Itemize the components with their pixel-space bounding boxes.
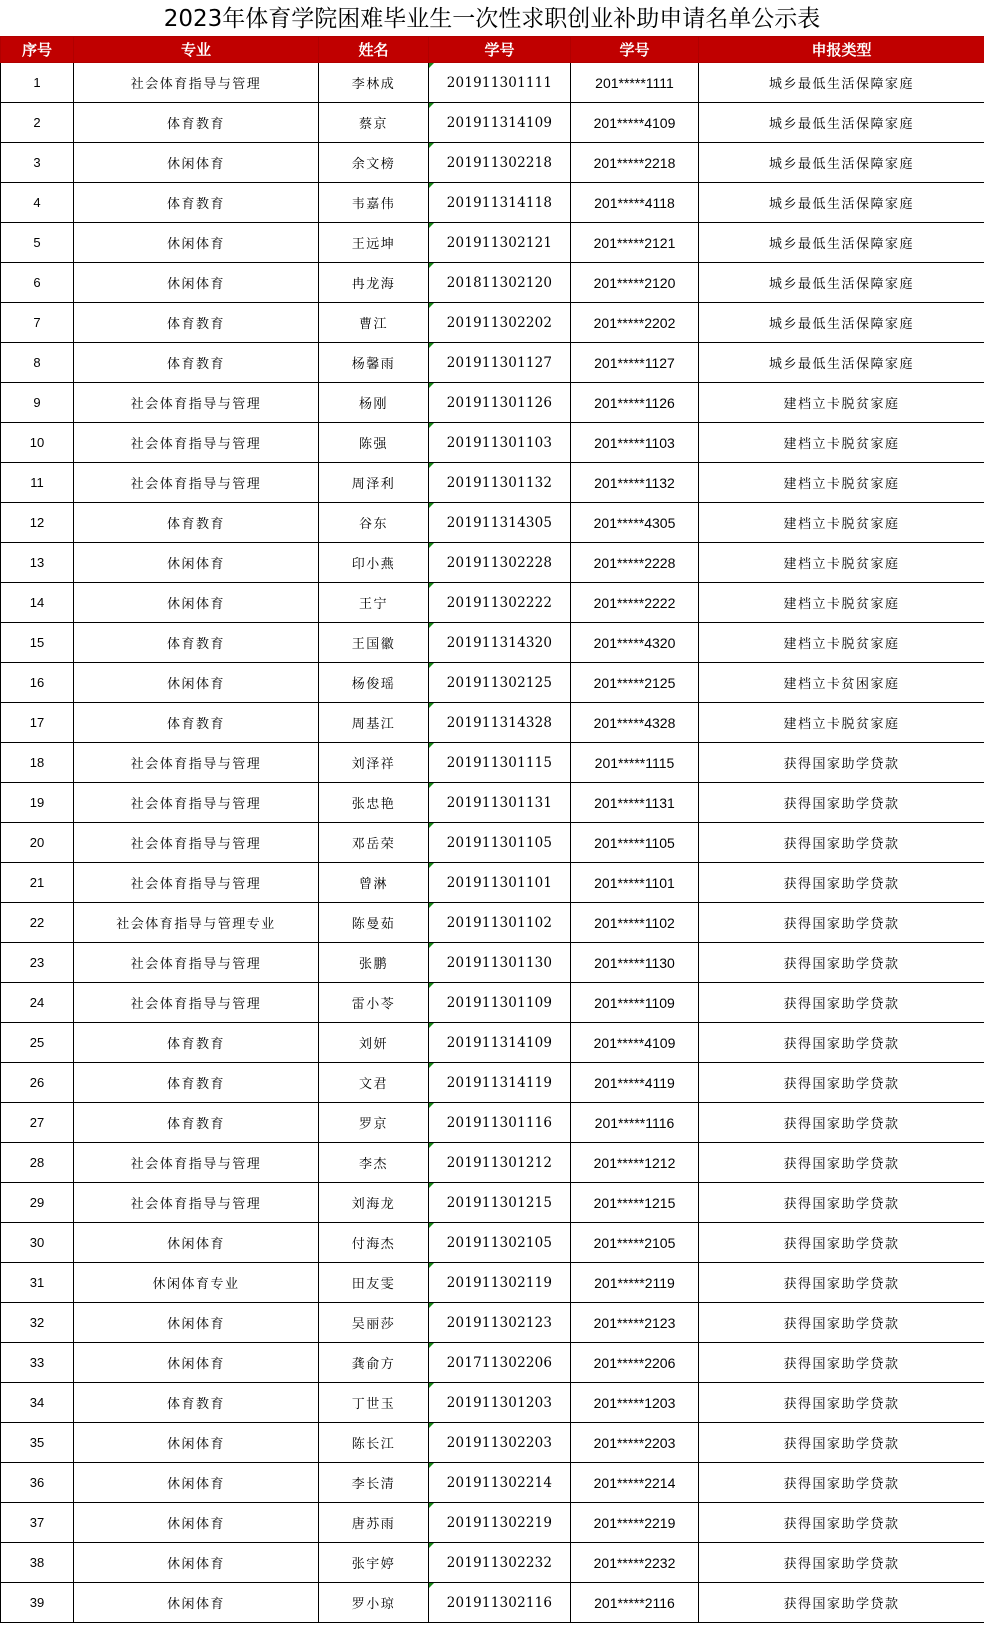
cell-application-type[interactable]: 建档立卡脱贫家庭 <box>699 423 984 463</box>
cell-major[interactable]: 休闲体育 <box>74 1343 319 1383</box>
cell-major[interactable]: 社会体育指导与管理专业 <box>74 903 319 943</box>
cell-masked-id[interactable]: 201*****4305 <box>571 503 699 543</box>
cell-major[interactable]: 社会体育指导与管理 <box>74 63 319 103</box>
cell-application-type[interactable]: 获得国家助学贷款 <box>699 1143 984 1183</box>
cell-masked-id[interactable]: 201*****4320 <box>571 623 699 663</box>
header-name[interactable]: 姓名 <box>319 37 429 63</box>
table-row <box>1 143 984 183</box>
cell-name[interactable]: 曾淋 <box>319 863 429 903</box>
table-row <box>1 1223 984 1263</box>
cell-masked-id[interactable]: 201*****2214 <box>571 1463 699 1503</box>
cell-application-type[interactable]: 获得国家助学贷款 <box>699 1463 984 1503</box>
header-row <box>1 37 984 63</box>
cell-application-type[interactable]: 获得国家助学贷款 <box>699 1183 984 1223</box>
cell-major[interactable]: 体育教育 <box>74 1103 319 1143</box>
cell-major[interactable]: 社会体育指导与管理 <box>74 943 319 983</box>
cell-student-id[interactable]: 201711302206 <box>429 1343 571 1383</box>
cell-student-id[interactable]: 201911301103 <box>429 423 571 463</box>
cell-name[interactable]: 周基江 <box>319 703 429 743</box>
page-title: 2023年体育学院困难毕业生一次性求职创业补助申请名单公示表 <box>163 6 821 32</box>
cell-major[interactable]: 休闲体育 <box>74 143 319 183</box>
cell-student-id[interactable]: 201911302123 <box>429 1303 571 1343</box>
table-row <box>1 1023 984 1063</box>
cell-masked-id[interactable]: 201*****2120 <box>571 263 699 303</box>
cell-student-id[interactable]: 201911302121 <box>429 223 571 263</box>
cell-major[interactable]: 休闲体育 <box>74 1543 319 1583</box>
cell-seq[interactable]: 1 <box>1 63 74 103</box>
cell-application-type[interactable]: 建档立卡脱贫家庭 <box>699 703 984 743</box>
cell-name[interactable]: 韦嘉伟 <box>319 183 429 223</box>
cell-application-type[interactable]: 获得国家助学贷款 <box>699 823 984 863</box>
cell-student-id[interactable]: 201911314119 <box>429 1063 571 1103</box>
table-row <box>1 783 984 823</box>
cell-name[interactable]: 印小燕 <box>319 543 429 583</box>
cell-application-type[interactable]: 建档立卡脱贫家庭 <box>699 583 984 623</box>
cell-seq[interactable]: 4 <box>1 183 74 223</box>
cell-masked-id[interactable]: 201*****2232 <box>571 1543 699 1583</box>
cell-masked-id[interactable]: 201*****1105 <box>571 823 699 863</box>
cell-student-id[interactable]: 201911301111 <box>429 63 571 103</box>
cell-major[interactable]: 体育教育 <box>74 183 319 223</box>
cell-student-id[interactable]: 201911301105 <box>429 823 571 863</box>
cell-student-id[interactable]: 201911314305 <box>429 503 571 543</box>
cell-name[interactable]: 罗京 <box>319 1103 429 1143</box>
cell-application-type[interactable]: 获得国家助学贷款 <box>699 1223 984 1263</box>
cell-student-id[interactable]: 201911301102 <box>429 903 571 943</box>
cell-application-type[interactable]: 获得国家助学贷款 <box>699 1503 984 1543</box>
cell-major[interactable]: 休闲体育 <box>74 583 319 623</box>
cell-major[interactable]: 社会体育指导与管理 <box>74 423 319 463</box>
cell-masked-id[interactable]: 201*****2125 <box>571 663 699 703</box>
cell-name[interactable]: 丁世玉 <box>319 1383 429 1423</box>
cell-student-id[interactable]: 201911302125 <box>429 663 571 703</box>
cell-application-type[interactable]: 获得国家助学贷款 <box>699 1423 984 1463</box>
table-row <box>1 543 984 583</box>
header-application-type[interactable]: 申报类型 <box>699 37 984 63</box>
cell-major[interactable]: 社会体育指导与管理 <box>74 383 319 423</box>
cell-name[interactable]: 文君 <box>319 1063 429 1103</box>
cell-seq[interactable]: 12 <box>1 503 74 543</box>
cell-name[interactable]: 陈长江 <box>319 1423 429 1463</box>
cell-masked-id[interactable]: 201*****4328 <box>571 703 699 743</box>
cell-student-id[interactable]: 201911302218 <box>429 143 571 183</box>
cell-student-id[interactable]: 201911301115 <box>429 743 571 783</box>
cell-student-id[interactable]: 201911314118 <box>429 183 571 223</box>
cell-major[interactable]: 社会体育指导与管理 <box>74 863 319 903</box>
table-row <box>1 423 984 463</box>
table-row <box>1 303 984 343</box>
table-body <box>1 63 984 1623</box>
cell-masked-id[interactable]: 201*****1111 <box>571 63 699 103</box>
cell-student-id[interactable]: 201911301127 <box>429 343 571 383</box>
cell-masked-id[interactable]: 201*****2116 <box>571 1583 699 1623</box>
table-row <box>1 823 984 863</box>
cell-name[interactable]: 李林成 <box>319 63 429 103</box>
table-row <box>1 1263 984 1303</box>
table-row <box>1 943 984 983</box>
cell-masked-id[interactable]: 201*****1130 <box>571 943 699 983</box>
table-row <box>1 583 984 623</box>
cell-application-type[interactable]: 获得国家助学贷款 <box>699 1543 984 1583</box>
cell-name[interactable]: 田友雯 <box>319 1263 429 1303</box>
cell-major[interactable]: 休闲体育 <box>74 1503 319 1543</box>
cell-application-type[interactable]: 获得国家助学贷款 <box>699 783 984 823</box>
cell-masked-id[interactable]: 201*****4119 <box>571 1063 699 1103</box>
cell-name[interactable]: 张鹏 <box>319 943 429 983</box>
cell-seq[interactable]: 33 <box>1 1343 74 1383</box>
cell-name[interactable]: 杨馨雨 <box>319 343 429 383</box>
cell-seq[interactable]: 26 <box>1 1063 74 1103</box>
cell-major[interactable]: 体育教育 <box>74 1063 319 1103</box>
cell-major[interactable]: 社会体育指导与管理 <box>74 783 319 823</box>
cell-masked-id[interactable]: 201*****2218 <box>571 143 699 183</box>
cell-masked-id[interactable]: 201*****1215 <box>571 1183 699 1223</box>
cell-major[interactable]: 休闲体育 <box>74 663 319 703</box>
cell-masked-id[interactable]: 201*****1102 <box>571 903 699 943</box>
table-row <box>1 1103 984 1143</box>
cell-major[interactable]: 体育教育 <box>74 103 319 143</box>
cell-masked-id[interactable]: 201*****4118 <box>571 183 699 223</box>
cell-seq[interactable]: 13 <box>1 543 74 583</box>
cell-masked-id[interactable]: 201*****1127 <box>571 343 699 383</box>
cell-application-type[interactable]: 城乡最低生活保障家庭 <box>699 343 984 383</box>
header-masked-id[interactable]: 学号 <box>571 37 699 63</box>
cell-application-type[interactable]: 城乡最低生活保障家庭 <box>699 143 984 183</box>
cell-seq[interactable]: 38 <box>1 1543 74 1583</box>
cell-major[interactable]: 休闲体育 <box>74 1463 319 1503</box>
cell-major[interactable]: 社会体育指导与管理 <box>74 1143 319 1183</box>
cell-major[interactable]: 体育教育 <box>74 503 319 543</box>
cell-application-type[interactable]: 获得国家助学贷款 <box>699 943 984 983</box>
cell-masked-id[interactable]: 201*****1101 <box>571 863 699 903</box>
cell-name[interactable]: 罗小琼 <box>319 1583 429 1623</box>
cell-masked-id[interactable]: 201*****4109 <box>571 1023 699 1063</box>
table-row <box>1 103 984 143</box>
cell-student-id[interactable]: 201911314328 <box>429 703 571 743</box>
cell-masked-id[interactable]: 201*****4109 <box>571 103 699 143</box>
cell-seq[interactable]: 21 <box>1 863 74 903</box>
table-row <box>1 1383 984 1423</box>
cell-name[interactable]: 曹江 <box>319 303 429 343</box>
cell-student-id[interactable]: 201911302202 <box>429 303 571 343</box>
cell-masked-id[interactable]: 201*****2121 <box>571 223 699 263</box>
table-row <box>1 1463 984 1503</box>
cell-name[interactable]: 龚俞方 <box>319 1343 429 1383</box>
cell-masked-id[interactable]: 201*****2119 <box>571 1263 699 1303</box>
cell-student-id[interactable]: 201911302228 <box>429 543 571 583</box>
cell-student-id[interactable]: 201911314109 <box>429 1023 571 1063</box>
cell-application-type[interactable]: 建档立卡脱贫家庭 <box>699 623 984 663</box>
header-major[interactable]: 专业 <box>74 37 319 63</box>
cell-student-id[interactable]: 201911302203 <box>429 1423 571 1463</box>
cell-name[interactable]: 吴丽莎 <box>319 1303 429 1343</box>
table-row <box>1 1423 984 1463</box>
table-row <box>1 343 984 383</box>
cell-application-type[interactable]: 建档立卡贫困家庭 <box>699 663 984 703</box>
cell-major[interactable]: 社会体育指导与管理 <box>74 463 319 503</box>
cell-major[interactable]: 体育教育 <box>74 343 319 383</box>
cell-masked-id[interactable]: 201*****2203 <box>571 1423 699 1463</box>
table-row <box>1 263 984 303</box>
cell-student-id[interactable]: 201911314320 <box>429 623 571 663</box>
table-row <box>1 623 984 663</box>
cell-major[interactable]: 社会体育指导与管理 <box>74 823 319 863</box>
cell-student-id[interactable]: 201911302222 <box>429 583 571 623</box>
cell-student-id[interactable]: 201911301131 <box>429 783 571 823</box>
cell-name[interactable]: 张忠艳 <box>319 783 429 823</box>
cell-application-type[interactable]: 获得国家助学贷款 <box>699 903 984 943</box>
cell-masked-id[interactable]: 201*****1126 <box>571 383 699 423</box>
cell-application-type[interactable]: 城乡最低生活保障家庭 <box>699 103 984 143</box>
cell-student-id[interactable]: 201911302116 <box>429 1583 571 1623</box>
cell-name[interactable]: 谷东 <box>319 503 429 543</box>
cell-major[interactable]: 休闲体育 <box>74 543 319 583</box>
cell-major[interactable]: 休闲体育 <box>74 1303 319 1343</box>
cell-masked-id[interactable]: 201*****1109 <box>571 983 699 1023</box>
cell-application-type[interactable]: 获得国家助学贷款 <box>699 1303 984 1343</box>
cell-student-id[interactable]: 201911302105 <box>429 1223 571 1263</box>
cell-seq[interactable]: 17 <box>1 703 74 743</box>
cell-application-type[interactable]: 建档立卡脱贫家庭 <box>699 463 984 503</box>
cell-application-type[interactable]: 城乡最低生活保障家庭 <box>699 183 984 223</box>
cell-name[interactable]: 李长清 <box>319 1463 429 1503</box>
cell-seq[interactable]: 34 <box>1 1383 74 1423</box>
cell-application-type[interactable]: 建档立卡脱贫家庭 <box>699 503 984 543</box>
cell-application-type[interactable]: 获得国家助学贷款 <box>699 1383 984 1423</box>
cell-application-type[interactable]: 获得国家助学贷款 <box>699 1343 984 1383</box>
cell-application-type[interactable]: 获得国家助学贷款 <box>699 1103 984 1143</box>
cell-masked-id[interactable]: 201*****1212 <box>571 1143 699 1183</box>
cell-application-type[interactable]: 城乡最低生活保障家庭 <box>699 63 984 103</box>
cell-major[interactable]: 休闲体育专业 <box>74 1263 319 1303</box>
cell-name[interactable]: 周泽利 <box>319 463 429 503</box>
cell-masked-id[interactable]: 201*****1203 <box>571 1383 699 1423</box>
cell-seq[interactable]: 25 <box>1 1023 74 1063</box>
cell-name[interactable]: 陈曼茹 <box>319 903 429 943</box>
cell-seq[interactable]: 32 <box>1 1303 74 1343</box>
cell-name[interactable]: 刘海龙 <box>319 1183 429 1223</box>
cell-student-id[interactable]: 201911301101 <box>429 863 571 903</box>
cell-masked-id[interactable]: 201*****2206 <box>571 1343 699 1383</box>
cell-student-id[interactable]: 201911301126 <box>429 383 571 423</box>
table-row <box>1 1143 984 1183</box>
table-row <box>1 743 984 783</box>
table-row <box>1 1183 984 1223</box>
cell-major[interactable]: 休闲体育 <box>74 1583 319 1623</box>
cell-seq[interactable]: 16 <box>1 663 74 703</box>
table-row <box>1 1343 984 1383</box>
table-row <box>1 183 984 223</box>
cell-major[interactable]: 社会体育指导与管理 <box>74 983 319 1023</box>
cell-major[interactable]: 体育教育 <box>74 1023 319 1063</box>
cell-application-type[interactable]: 城乡最低生活保障家庭 <box>699 303 984 343</box>
cell-seq[interactable]: 35 <box>1 1423 74 1463</box>
cell-major[interactable]: 休闲体育 <box>74 1223 319 1263</box>
cell-student-id[interactable]: 201911302219 <box>429 1503 571 1543</box>
table-row <box>1 663 984 703</box>
table-row <box>1 1303 984 1343</box>
cell-student-id[interactable]: 201911301215 <box>429 1183 571 1223</box>
cell-seq[interactable]: 22 <box>1 903 74 943</box>
cell-masked-id[interactable]: 201*****2202 <box>571 303 699 343</box>
table-row <box>1 1583 984 1623</box>
cell-name[interactable]: 张宇婷 <box>319 1543 429 1583</box>
cell-masked-id[interactable]: 201*****1132 <box>571 463 699 503</box>
cell-masked-id[interactable]: 201*****1115 <box>571 743 699 783</box>
cell-seq[interactable]: 29 <box>1 1183 74 1223</box>
cell-application-type[interactable]: 建档立卡脱贫家庭 <box>699 543 984 583</box>
cell-masked-id[interactable]: 201*****1103 <box>571 423 699 463</box>
cell-masked-id[interactable]: 201*****1131 <box>571 783 699 823</box>
cell-masked-id[interactable]: 201*****2105 <box>571 1223 699 1263</box>
cell-seq[interactable]: 7 <box>1 303 74 343</box>
cell-name[interactable]: 王远坤 <box>319 223 429 263</box>
cell-student-id[interactable]: 201911301109 <box>429 983 571 1023</box>
cell-masked-id[interactable]: 201*****1116 <box>571 1103 699 1143</box>
cell-student-id[interactable]: 201911301203 <box>429 1383 571 1423</box>
cell-application-type[interactable]: 获得国家助学贷款 <box>699 983 984 1023</box>
table-row <box>1 983 984 1023</box>
cell-student-id[interactable]: 201911301132 <box>429 463 571 503</box>
cell-major[interactable]: 社会体育指导与管理 <box>74 743 319 783</box>
cell-name[interactable]: 邓岳荣 <box>319 823 429 863</box>
cell-name[interactable]: 刘泽祥 <box>319 743 429 783</box>
cell-seq[interactable]: 11 <box>1 463 74 503</box>
cell-application-type[interactable]: 获得国家助学贷款 <box>699 1063 984 1103</box>
cell-seq[interactable]: 14 <box>1 583 74 623</box>
cell-student-id[interactable]: 201911301212 <box>429 1143 571 1183</box>
cell-major[interactable]: 体育教育 <box>74 623 319 663</box>
applicant-table <box>0 36 984 1623</box>
cell-student-id[interactable]: 201911302119 <box>429 1263 571 1303</box>
cell-student-id[interactable]: 201911302232 <box>429 1543 571 1583</box>
cell-student-id[interactable]: 201911301130 <box>429 943 571 983</box>
table-row <box>1 703 984 743</box>
cell-masked-id[interactable]: 201*****2123 <box>571 1303 699 1343</box>
cell-seq[interactable]: 18 <box>1 743 74 783</box>
cell-name[interactable]: 王宁 <box>319 583 429 623</box>
cell-name[interactable]: 冉龙海 <box>319 263 429 303</box>
cell-seq[interactable]: 19 <box>1 783 74 823</box>
cell-seq[interactable]: 31 <box>1 1263 74 1303</box>
cell-name[interactable]: 王国徽 <box>319 623 429 663</box>
cell-student-id[interactable]: 201911301116 <box>429 1103 571 1143</box>
cell-application-type[interactable]: 获得国家助学贷款 <box>699 1583 984 1623</box>
cell-seq[interactable]: 24 <box>1 983 74 1023</box>
cell-seq[interactable]: 6 <box>1 263 74 303</box>
table-row <box>1 463 984 503</box>
cell-seq[interactable]: 5 <box>1 223 74 263</box>
cell-seq[interactable]: 3 <box>1 143 74 183</box>
cell-student-id[interactable]: 201811302120 <box>429 263 571 303</box>
cell-name[interactable]: 蔡京 <box>319 103 429 143</box>
cell-application-type[interactable]: 城乡最低生活保障家庭 <box>699 223 984 263</box>
cell-major[interactable]: 休闲体育 <box>74 1423 319 1463</box>
cell-seq[interactable]: 39 <box>1 1583 74 1623</box>
cell-name[interactable]: 刘妍 <box>319 1023 429 1063</box>
cell-name[interactable]: 唐苏雨 <box>319 1503 429 1543</box>
table-row <box>1 223 984 263</box>
header-student-id[interactable]: 学号 <box>429 37 571 63</box>
cell-seq[interactable]: 27 <box>1 1103 74 1143</box>
cell-application-type[interactable]: 获得国家助学贷款 <box>699 863 984 903</box>
table-row <box>1 503 984 543</box>
cell-application-type[interactable]: 获得国家助学贷款 <box>699 1023 984 1063</box>
cell-seq[interactable]: 8 <box>1 343 74 383</box>
cell-seq[interactable]: 10 <box>1 423 74 463</box>
cell-major[interactable]: 社会体育指导与管理 <box>74 1183 319 1223</box>
cell-seq[interactable]: 15 <box>1 623 74 663</box>
cell-seq[interactable]: 37 <box>1 1503 74 1543</box>
table-row <box>1 863 984 903</box>
cell-major[interactable]: 休闲体育 <box>74 223 319 263</box>
cell-major[interactable]: 体育教育 <box>74 703 319 743</box>
cell-masked-id[interactable]: 201*****2222 <box>571 583 699 623</box>
cell-name[interactable]: 余文榜 <box>319 143 429 183</box>
cell-major[interactable]: 休闲体育 <box>74 263 319 303</box>
cell-seq[interactable]: 28 <box>1 1143 74 1183</box>
cell-name[interactable]: 李杰 <box>319 1143 429 1183</box>
table-row <box>1 1543 984 1583</box>
cell-student-id[interactable]: 201911302214 <box>429 1463 571 1503</box>
cell-name[interactable]: 陈强 <box>319 423 429 463</box>
header-seq[interactable]: 序号 <box>1 37 74 63</box>
cell-seq[interactable]: 23 <box>1 943 74 983</box>
cell-major[interactable]: 体育教育 <box>74 303 319 343</box>
cell-major[interactable]: 体育教育 <box>74 1383 319 1423</box>
cell-student-id[interactable]: 201911314109 <box>429 103 571 143</box>
table-row <box>1 903 984 943</box>
cell-application-type[interactable]: 获得国家助学贷款 <box>699 743 984 783</box>
cell-masked-id[interactable]: 201*****2228 <box>571 543 699 583</box>
cell-seq[interactable]: 9 <box>1 383 74 423</box>
table-row <box>1 383 984 423</box>
cell-seq[interactable]: 36 <box>1 1463 74 1503</box>
cell-application-type[interactable]: 获得国家助学贷款 <box>699 1263 984 1303</box>
cell-masked-id[interactable]: 201*****2219 <box>571 1503 699 1543</box>
cell-application-type[interactable]: 建档立卡脱贫家庭 <box>699 383 984 423</box>
table-row <box>1 1063 984 1103</box>
cell-seq[interactable]: 20 <box>1 823 74 863</box>
cell-name[interactable]: 付海杰 <box>319 1223 429 1263</box>
cell-seq[interactable]: 30 <box>1 1223 74 1263</box>
cell-name[interactable]: 杨刚 <box>319 383 429 423</box>
cell-seq[interactable]: 2 <box>1 103 74 143</box>
cell-application-type[interactable]: 城乡最低生活保障家庭 <box>699 263 984 303</box>
cell-name[interactable]: 雷小苓 <box>319 983 429 1023</box>
cell-name[interactable]: 杨俊瑶 <box>319 663 429 703</box>
table-row <box>1 63 984 103</box>
table-row <box>1 1503 984 1543</box>
